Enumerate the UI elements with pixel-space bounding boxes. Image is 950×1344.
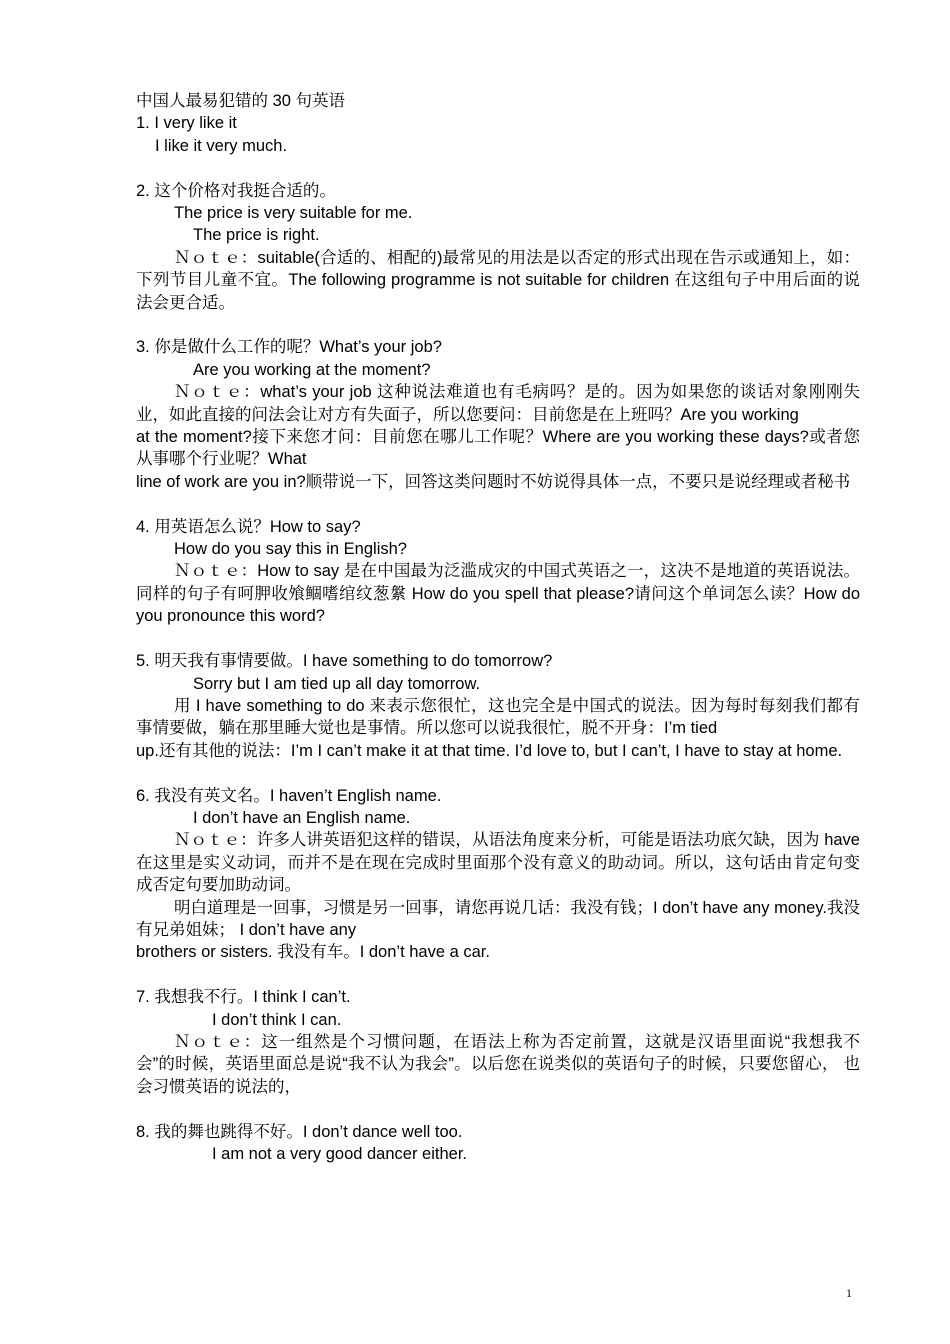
item-7-right: I don’t think I can.	[212, 1010, 342, 1029]
item-6-note-end: brothers or sisters. 我没有车。I don’t have a car.	[136, 943, 490, 962]
item-3-wrong: 3. 你是做什么工作的呢？What’s your job?	[136, 338, 442, 357]
item-7-note: Ｎｏｔｅ：这一组然是个习惯问题，在语法上称为否定前置，这就是汉语里面说“我想我不会”的时候，英语里面总是说“我不认为我会”。以后您在说类似的英语句子的时候，只要您留心， 也会习惯英语的说法的，	[136, 1032, 860, 1096]
item-8-right: I am not a very good dancer either.	[212, 1144, 467, 1163]
item-5-note: 用 I have something to do 来表示您很忙，这也完全是中国式的说法。因为每时每刻我们都有事情要做，躺在那里睡大觉也是事情。所以您可以说我很忙，脱不开身：I’m tied	[136, 696, 860, 738]
item-5-wrong: 5. 明天我有事情要做。I have something to do tomorrow?	[136, 652, 553, 671]
item-3-note: Ｎｏｔｅ：what’s your job 这种说法难道也有毛病吗？是的。因为如果您的谈话对象刚刚失业，如此直接的问法会让对方有失面子，所以您要问：目前您是在上班吗？Are you working	[136, 383, 860, 424]
item-3-right: Are you working at the moment?	[193, 360, 431, 379]
item-2-right: The price is right.	[193, 226, 320, 245]
item-1-wrong: 1. I very like it	[136, 114, 237, 133]
item-3-note-cont: at the moment?接下来您才问：目前您在哪儿工作呢？Where are you working these days?或者您从事哪个行业呢？What	[136, 428, 860, 469]
item-1-right: I like it very much.	[155, 136, 288, 155]
item-4-wrong: 4. 用英语怎么说？How to say?	[136, 517, 361, 536]
item-2-note: Ｎｏｔｅ：suitable(合适的、相配的)最常见的用法是以否定的形式出现在告示或通知上，如：下列节目儿童不宜。The following programme is not suitable for children 在这组句子中用后面的说法会更合适。	[136, 248, 860, 312]
page-number: 1	[846, 1286, 852, 1300]
item-5-note-cont: up.还有其他的说法：I’m I can’t make it at that time. I’d love to, but I can’t, I have to stay at home.	[136, 741, 843, 760]
item-2-wrong: 2. 这个价格对我挺合适的。	[136, 181, 336, 200]
item-7-wrong: 7. 我想我不行。I think I can’t.	[136, 988, 351, 1007]
item-3-note-end: line of work are you in?顺带说一下，回答这类问题时不妨说得具体一点，不要只是说经理或者秘书	[136, 472, 851, 491]
item-4-note: Ｎｏｔｅ：How to say 是在中国最为泛滥成灾的中国式英语之一，这决不是地道的英语说法。同样的句子有呵胛收飧鲴嗜绾纹葱縏 How do you spell that please?请问这个单词怎么读？How do you pronounce this word?	[136, 562, 860, 626]
document-body	[136, 90, 860, 1165]
document-title: 中国人最易犯错的 30 句英语	[136, 92, 346, 110]
item-6-note: Ｎｏｔｅ：许多人讲英语犯这样的错误，从语法角度来分析，可能是语法功底欠缺，因为 have 在这里是实义动词，而并不是在现在完成时里面那个没有意义的助动词。所以，这句话由肯定句变成否定句要加助动词。	[136, 831, 860, 895]
item-4-right: How do you say this in English?	[174, 540, 407, 559]
item-8-wrong: 8. 我的舞也跳得不好。I don’t dance well too.	[136, 1122, 463, 1141]
item-6-right: I don’t have an English name.	[193, 808, 411, 827]
item-2-alt: The price is very suitable for me.	[174, 204, 413, 223]
item-6-wrong: 6. 我没有英文名。I haven’t English name.	[136, 786, 442, 805]
item-6-note-examples: 明白道理是一回事，习惯是另一回事，请您再说几话：我没有钱；I don’t have any money.我没有兄弟姐妹； I don’t have any	[136, 898, 860, 939]
item-5-right: Sorry but I am tied up all day tomorrow.	[193, 674, 481, 693]
